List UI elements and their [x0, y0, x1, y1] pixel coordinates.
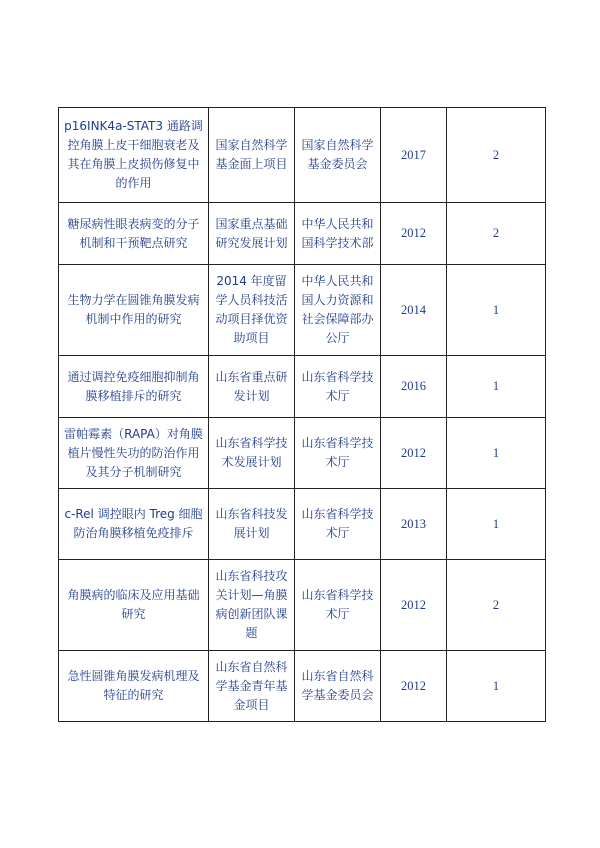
funding-source-cell: 山东省自然科学基金委员会	[295, 651, 381, 722]
rank-cell: 1	[447, 418, 546, 489]
funding-source-cell: 国家自然科学基金委员会	[295, 108, 381, 203]
year-cell: 2012	[381, 418, 447, 489]
project-name-cell: 雷帕霉素（RAPA）对角膜植片慢性失功的防治作用及其分子机制研究	[59, 418, 209, 489]
project-type-cell: 山东省科学技术发展计划	[209, 418, 295, 489]
year-cell: 2014	[381, 265, 447, 356]
rank-cell: 1	[447, 651, 546, 722]
funding-source-cell: 中华人民共和国科学技术部	[295, 203, 381, 265]
table-row	[59, 418, 546, 489]
table-row	[59, 265, 546, 356]
project-type-cell: 山东省科技发展计划	[209, 489, 295, 560]
year-cell: 2013	[381, 489, 447, 560]
year-cell: 2016	[381, 356, 447, 418]
projects-table	[58, 107, 546, 722]
table-row	[59, 489, 546, 560]
project-name-cell: 通过调控免疫细胞抑制角膜移植排斥的研究	[59, 356, 209, 418]
project-type-cell: 山东省自然科学基金青年基金项目	[209, 651, 295, 722]
year-cell: 2017	[381, 108, 447, 203]
project-name-cell: p16INK4a-STAT3 通路调控角膜上皮干细胞衰老及其在角膜上皮损伤修复中的作用	[59, 108, 209, 203]
project-name-cell: 生物力学在圆锥角膜发病机制中作用的研究	[59, 265, 209, 356]
funding-source-cell: 山东省科学技术厅	[295, 418, 381, 489]
rank-cell: 2	[447, 560, 546, 651]
project-name-cell: 急性圆锥角膜发病机理及特征的研究	[59, 651, 209, 722]
project-name-cell: 角膜病的临床及应用基础研究	[59, 560, 209, 651]
table-row	[59, 560, 546, 651]
projects-table-body	[59, 108, 546, 722]
year-cell: 2012	[381, 560, 447, 651]
funding-source-cell: 山东省科学技术厅	[295, 356, 381, 418]
rank-cell: 1	[447, 489, 546, 560]
year-cell: 2012	[381, 651, 447, 722]
project-name-cell: 糖尿病性眼表病变的分子机制和干预靶点研究	[59, 203, 209, 265]
project-type-cell: 山东省重点研发计划	[209, 356, 295, 418]
table-row	[59, 203, 546, 265]
year-cell: 2012	[381, 203, 447, 265]
rank-cell: 2	[447, 203, 546, 265]
table-row	[59, 356, 546, 418]
table-row	[59, 108, 546, 203]
project-type-cell: 国家重点基础研究发展计划	[209, 203, 295, 265]
funding-source-cell: 山东省科学技术厅	[295, 489, 381, 560]
project-type-cell: 2014 年度留学人员科技活动项目择优资助项目	[209, 265, 295, 356]
project-type-cell: 国家自然科学基金面上项目	[209, 108, 295, 203]
project-type-cell: 山东省科技攻关计划—角膜病创新团队课题	[209, 560, 295, 651]
project-name-cell: c-Rel 调控眼内 Treg 细胞防治角膜移植免疫排斥	[59, 489, 209, 560]
rank-cell: 1	[447, 265, 546, 356]
table-row	[59, 651, 546, 722]
rank-cell: 2	[447, 108, 546, 203]
funding-source-cell: 山东省科学技术厅	[295, 560, 381, 651]
funding-source-cell: 中华人民共和国人力资源和社会保障部办公厅	[295, 265, 381, 356]
rank-cell: 1	[447, 356, 546, 418]
